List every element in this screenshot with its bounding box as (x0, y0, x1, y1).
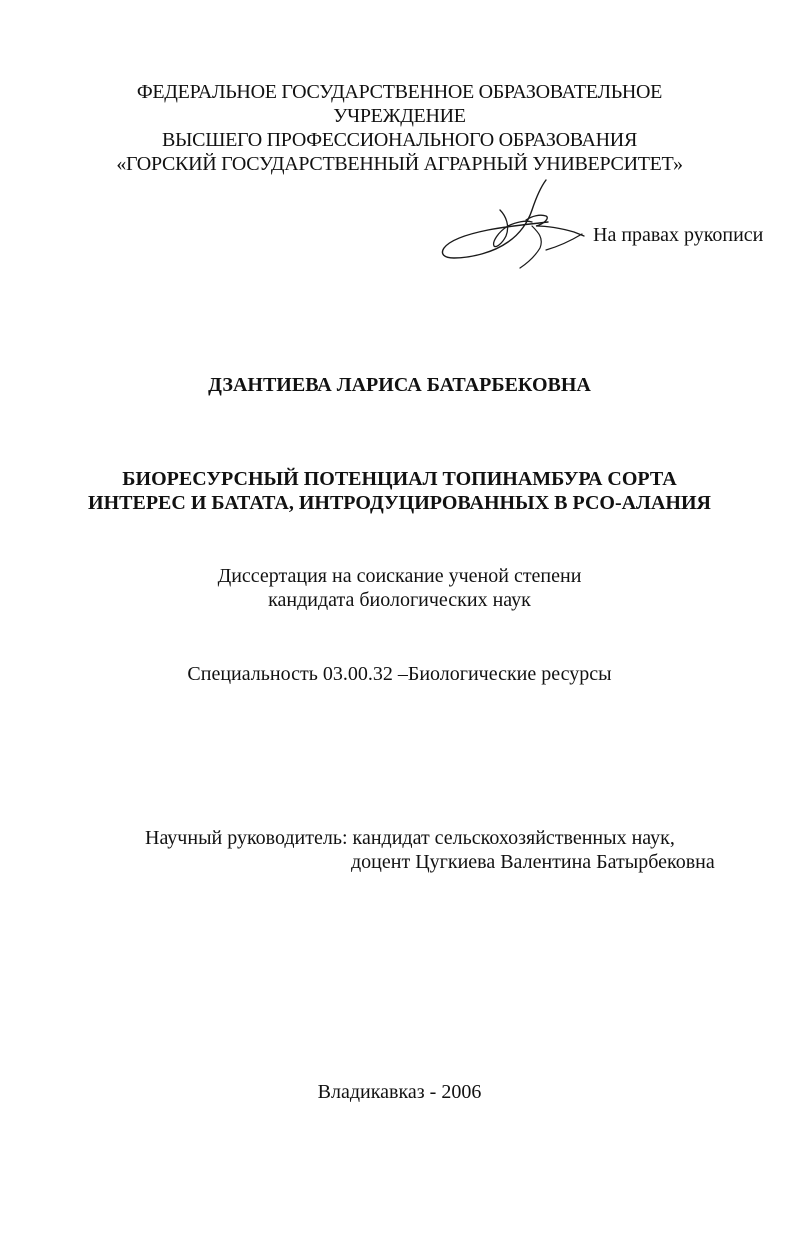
institution-line-3: ВЫСШЕГО ПРОФЕССИОНАЛЬНОГО ОБРАЗОВАНИЯ (162, 129, 637, 151)
author-name: ДЗАНТИЕВА ЛАРИСА БАТАРБЕКОВНА (208, 374, 591, 396)
place-and-year: Владикавказ - 2006 (317, 1081, 482, 1103)
institution-line-2: УЧРЕЖДЕНИЕ (333, 105, 466, 127)
supervisor-line-2: доцент Цугкиева Валентина Батырбековна (351, 851, 715, 873)
degree-line-2: кандидата биологических наук (268, 589, 531, 611)
dissertation-title-line-2: ИНТЕРЕС И БАТАТА, ИНТРОДУЦИРОВАННЫХ В РСО-АЛАНИЯ (88, 492, 711, 514)
specialty: Специальность 03.00.32 –Биологические ресурсы (187, 663, 612, 685)
institution-line-1: ФЕДЕРАЛЬНОЕ ГОСУДАРСТВЕННОЕ ОБРАЗОВАТЕЛЬНОЕ (136, 81, 663, 103)
dissertation-title-line-1: БИОРЕСУРСНЫЙ ПОТЕНЦИАЛ ТОПИНАМБУРА СОРТА (122, 468, 677, 490)
manuscript-rights-note: На правах рукописи (593, 224, 764, 246)
institution-line-4: «ГОРСКИЙ ГОСУДАРСТВЕННЫЙ АГРАРНЫЙ УНИВЕРСИТЕТ» (116, 153, 683, 175)
degree-line-1: Диссертация на соискание ученой степени (217, 565, 582, 587)
supervisor-line-1: Научный руководитель: кандидат сельскохозяйственных наук, (145, 827, 675, 849)
handwritten-signature (436, 176, 586, 276)
